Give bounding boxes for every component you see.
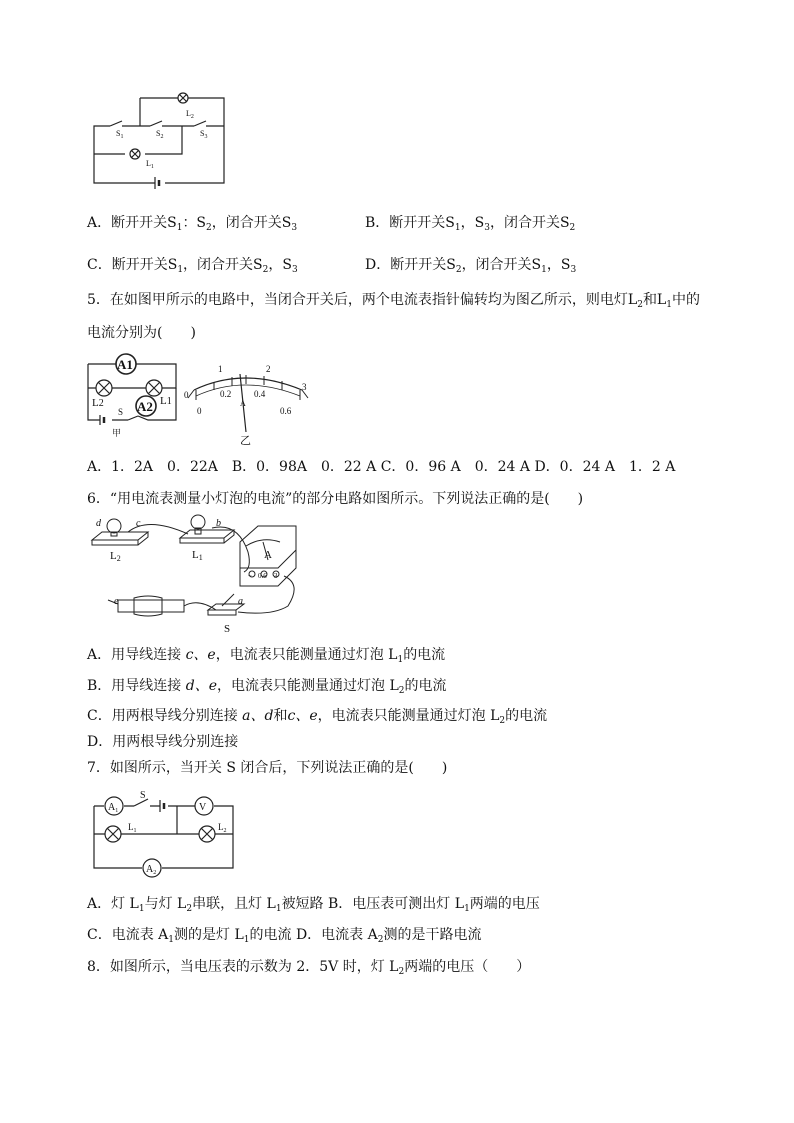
q5-circuit-diagram	[84, 348, 184, 440]
q6-terminal-e: e	[114, 596, 119, 607]
q7-switch-s-label: S	[140, 790, 146, 801]
q7-options-ab: A．灯 $L_1$与灯 $L_2$串联，且灯 $L_1$被短路 B．电压表可测出灯 $L_1$两端的电压	[87, 896, 540, 914]
q6-stem: 6．“用电流表测量小灯泡的电流”的部分电路如图所示。下列说法正确的是( )	[87, 491, 584, 507]
q6-ammeter-letter: A	[264, 549, 272, 561]
q5-dial-top-2: 2	[266, 364, 271, 374]
q6-terminal-c: c	[136, 518, 141, 529]
q6-option-c: C．用两根导线分别连接 a、d和c、e，电流表只能测量通过灯泡 $L_2$的电流	[87, 708, 548, 726]
q6-lamp-l2: L2	[110, 550, 121, 563]
q6-lamp-l1: L1	[192, 549, 203, 562]
q6-option-a: A．用导线连接 c、e，电流表只能测量通过灯泡 $L_1$的电流	[87, 647, 446, 665]
q4-option-c: C．断开开关$S_1$，闭合开关$S_2$，$S_3$	[87, 257, 298, 275]
q6-terminal-d: d	[96, 518, 101, 529]
q6-circuit-apparatus	[88, 512, 308, 636]
q4-option-a: A．断开开关$S_1$：$S_2$，闭合开关$S_3$	[87, 215, 298, 233]
q7-lamp-l1-label: $L_1$	[128, 822, 137, 834]
q5-switch-s-label: S	[118, 407, 124, 417]
q5-dial-top-3: 3	[302, 382, 307, 392]
q7-lamp-l2-label: $L_2$	[218, 822, 227, 834]
q5-ammeter-dial	[184, 360, 314, 445]
q7-voltmeter-label: V	[199, 802, 207, 813]
q5-stem-line2: 电流分别为( )	[87, 325, 196, 341]
q7-ammeter-a1-label: $A_1$	[108, 802, 119, 814]
q4-switch-s1-label: $S_1$	[116, 129, 124, 140]
q5-options: A．1．2A 0．22A B．0．98A 0．22 A C．0．96 A 0．24 A D．0．24 A 1．2 A	[87, 459, 676, 475]
q4-lamp-l2-label: $L_2$	[186, 109, 194, 120]
q6-option-b: B．用导线连接 d、e，电流表只能测量通过灯泡 $L_2$的电流	[87, 678, 447, 696]
q6-terminal-b: b	[216, 518, 221, 529]
q7-options-cd: C．电流表 $A_1$测的是灯 $L_1$的电流 D．电流表 $A_2$测的是干路电流	[87, 927, 482, 945]
q4-switch-s2-label: $S_2$	[156, 129, 164, 140]
q4-option-b: B．断开开关$S_1$，$S_3$，闭合开关$S_2$	[365, 215, 576, 233]
q5-stem: 5．在如图甲所示的电路中，当闭合开关后，两个电流表指针偏转均为图乙所示，则电灯$L_2$和$L_1$中的	[87, 292, 700, 310]
q5-dial-top-1: 1	[218, 364, 223, 374]
q5-dial-unit-a: A	[240, 399, 246, 408]
q8-stem: 8．如图所示，当电压表的示数为 2．5V 时，灯 $L_2$两端的电压（ ）	[87, 959, 531, 977]
q6-terminal-a: a	[238, 596, 243, 607]
q6-terminal-minus: −	[248, 572, 252, 580]
q6-terminal-3: 3	[274, 572, 278, 580]
q5-dial-bottom-02: 0.2	[220, 389, 232, 399]
q6-option-d: D．用两根导线分别连接	[87, 734, 239, 750]
q5-label-jia: 甲	[112, 428, 122, 438]
q5-ammeter-a2-label: A2	[137, 399, 153, 414]
q5-label-yi: 乙	[240, 435, 251, 447]
q4-switch-s3-label: $S_3$	[200, 129, 208, 140]
q7-stem: 7．如图所示，当开关 S 闭合后，下列说法正确的是( )	[87, 760, 448, 776]
q4-circuit-diagram	[90, 88, 230, 188]
q5-dial-bottom-06: 0.6	[280, 406, 292, 416]
q6-switch-s: S	[224, 623, 231, 635]
q4-option-d: D．断开开关$S_2$，闭合开关$S_1$，$S_3$	[365, 257, 577, 275]
q6-terminal-06: 0.6	[258, 572, 267, 580]
q5-dial-zero-top: 0	[184, 390, 189, 400]
q5-dial-bottom-0: 0	[197, 406, 202, 416]
q5-lamp-l2-label: L2	[92, 397, 104, 409]
q5-dial-bottom-04: 0.4	[254, 389, 266, 399]
q7-circuit-diagram	[90, 788, 240, 880]
q4-lamp-l1-label: $L_1$	[146, 159, 154, 170]
q5-ammeter-a1-label: A1	[117, 357, 133, 372]
q7-ammeter-a2-label: $A_2$	[146, 864, 157, 876]
q5-lamp-l1-label: L1	[160, 395, 172, 407]
